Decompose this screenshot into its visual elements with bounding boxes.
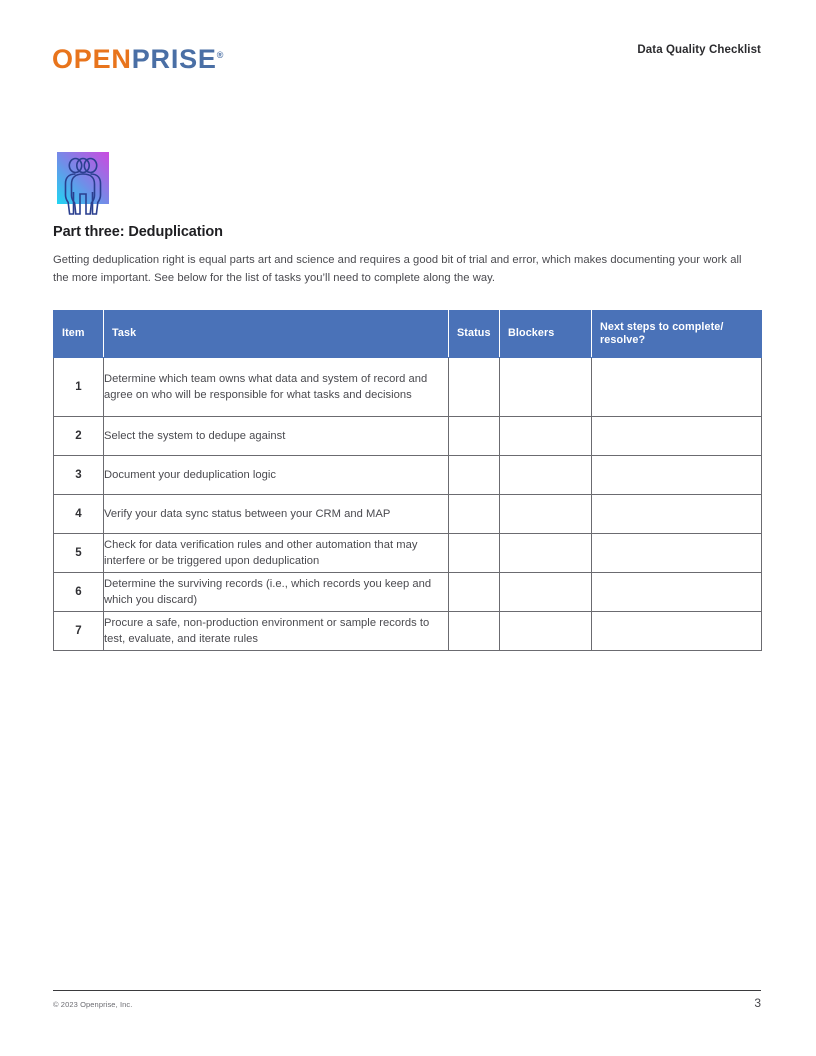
cell-status[interactable] xyxy=(449,612,500,651)
checklist-table-container xyxy=(53,310,761,651)
document-title: Data Quality Checklist xyxy=(637,44,761,56)
page-header xyxy=(0,38,816,78)
cell-next-steps[interactable] xyxy=(592,456,762,495)
cell-status[interactable] xyxy=(449,358,500,417)
cell-task: Check for data verification rules and other automation that may interfere or be triggered upon deduplication xyxy=(104,534,449,573)
table-row xyxy=(54,417,762,456)
cell-blockers[interactable] xyxy=(500,417,592,456)
table-row xyxy=(54,358,762,417)
cell-task: Document your deduplication logic xyxy=(104,456,449,495)
checklist-table xyxy=(53,310,762,651)
footer-divider xyxy=(53,990,761,991)
table-header xyxy=(54,311,762,358)
cell-item: 5 xyxy=(54,534,104,573)
cell-blockers[interactable] xyxy=(500,612,592,651)
three-people-icon xyxy=(57,152,109,204)
logo-text-prise: PRISE xyxy=(131,44,217,74)
cell-item: 7 xyxy=(54,612,104,651)
column-header-next-steps: Next steps to complete/ resolve? xyxy=(592,311,762,358)
registered-trademark-icon: ® xyxy=(216,50,224,60)
cell-item: 2 xyxy=(54,417,104,456)
cell-next-steps[interactable] xyxy=(592,495,762,534)
column-header-task: Task xyxy=(104,311,449,358)
column-header-status: Status xyxy=(449,311,500,358)
cell-task: Procure a safe, non-production environment or sample records to test, evaluate, and iterate rules xyxy=(104,612,449,651)
table-row xyxy=(54,573,762,612)
table-header-row xyxy=(54,311,762,358)
cell-task: Determine which team owns what data and system of record and agree on who will be responsible for what tasks and decisions xyxy=(104,358,449,417)
cell-next-steps[interactable] xyxy=(592,534,762,573)
footer-copyright: © 2023 Openprise, Inc. xyxy=(53,1000,133,1009)
table-row xyxy=(54,612,762,651)
cell-blockers[interactable] xyxy=(500,573,592,612)
cell-blockers[interactable] xyxy=(500,495,592,534)
table-row xyxy=(54,456,762,495)
cell-next-steps[interactable] xyxy=(592,573,762,612)
cell-blockers[interactable] xyxy=(500,358,592,417)
cell-task: Verify your data sync status between your CRM and MAP xyxy=(104,495,449,534)
page-number: 3 xyxy=(754,996,761,1010)
cell-task: Determine the surviving records (i.e., which records you keep and which you discard) xyxy=(104,573,449,612)
cell-next-steps[interactable] xyxy=(592,358,762,417)
section-intro-text: Getting deduplication right is equal parts art and science and requires a good bit of trial and error, which makes documenting your work all the more important. See below for the list of tasks you’ll need to complete along the way. xyxy=(53,254,742,284)
column-header-item: Item xyxy=(54,311,104,358)
cell-next-steps[interactable] xyxy=(592,417,762,456)
section-title: Part three: Deduplication xyxy=(53,224,223,240)
cell-status[interactable] xyxy=(449,573,500,612)
cell-blockers[interactable] xyxy=(500,456,592,495)
cell-status[interactable] xyxy=(449,495,500,534)
cell-status[interactable] xyxy=(449,534,500,573)
table-row xyxy=(54,495,762,534)
cell-item: 3 xyxy=(54,456,104,495)
cell-blockers[interactable] xyxy=(500,534,592,573)
cell-status[interactable] xyxy=(449,456,500,495)
table-row xyxy=(54,534,762,573)
logo-text-open: OPEN xyxy=(52,44,132,74)
openprise-logo xyxy=(52,38,223,76)
cell-item: 6 xyxy=(54,573,104,612)
cell-item: 4 xyxy=(54,495,104,534)
cell-item: 1 xyxy=(54,358,104,417)
cell-next-steps[interactable] xyxy=(592,612,762,651)
table-body xyxy=(54,358,762,651)
cell-status[interactable] xyxy=(449,417,500,456)
column-header-blockers: Blockers xyxy=(500,311,592,358)
cell-task: Select the system to dedupe against xyxy=(104,417,449,456)
